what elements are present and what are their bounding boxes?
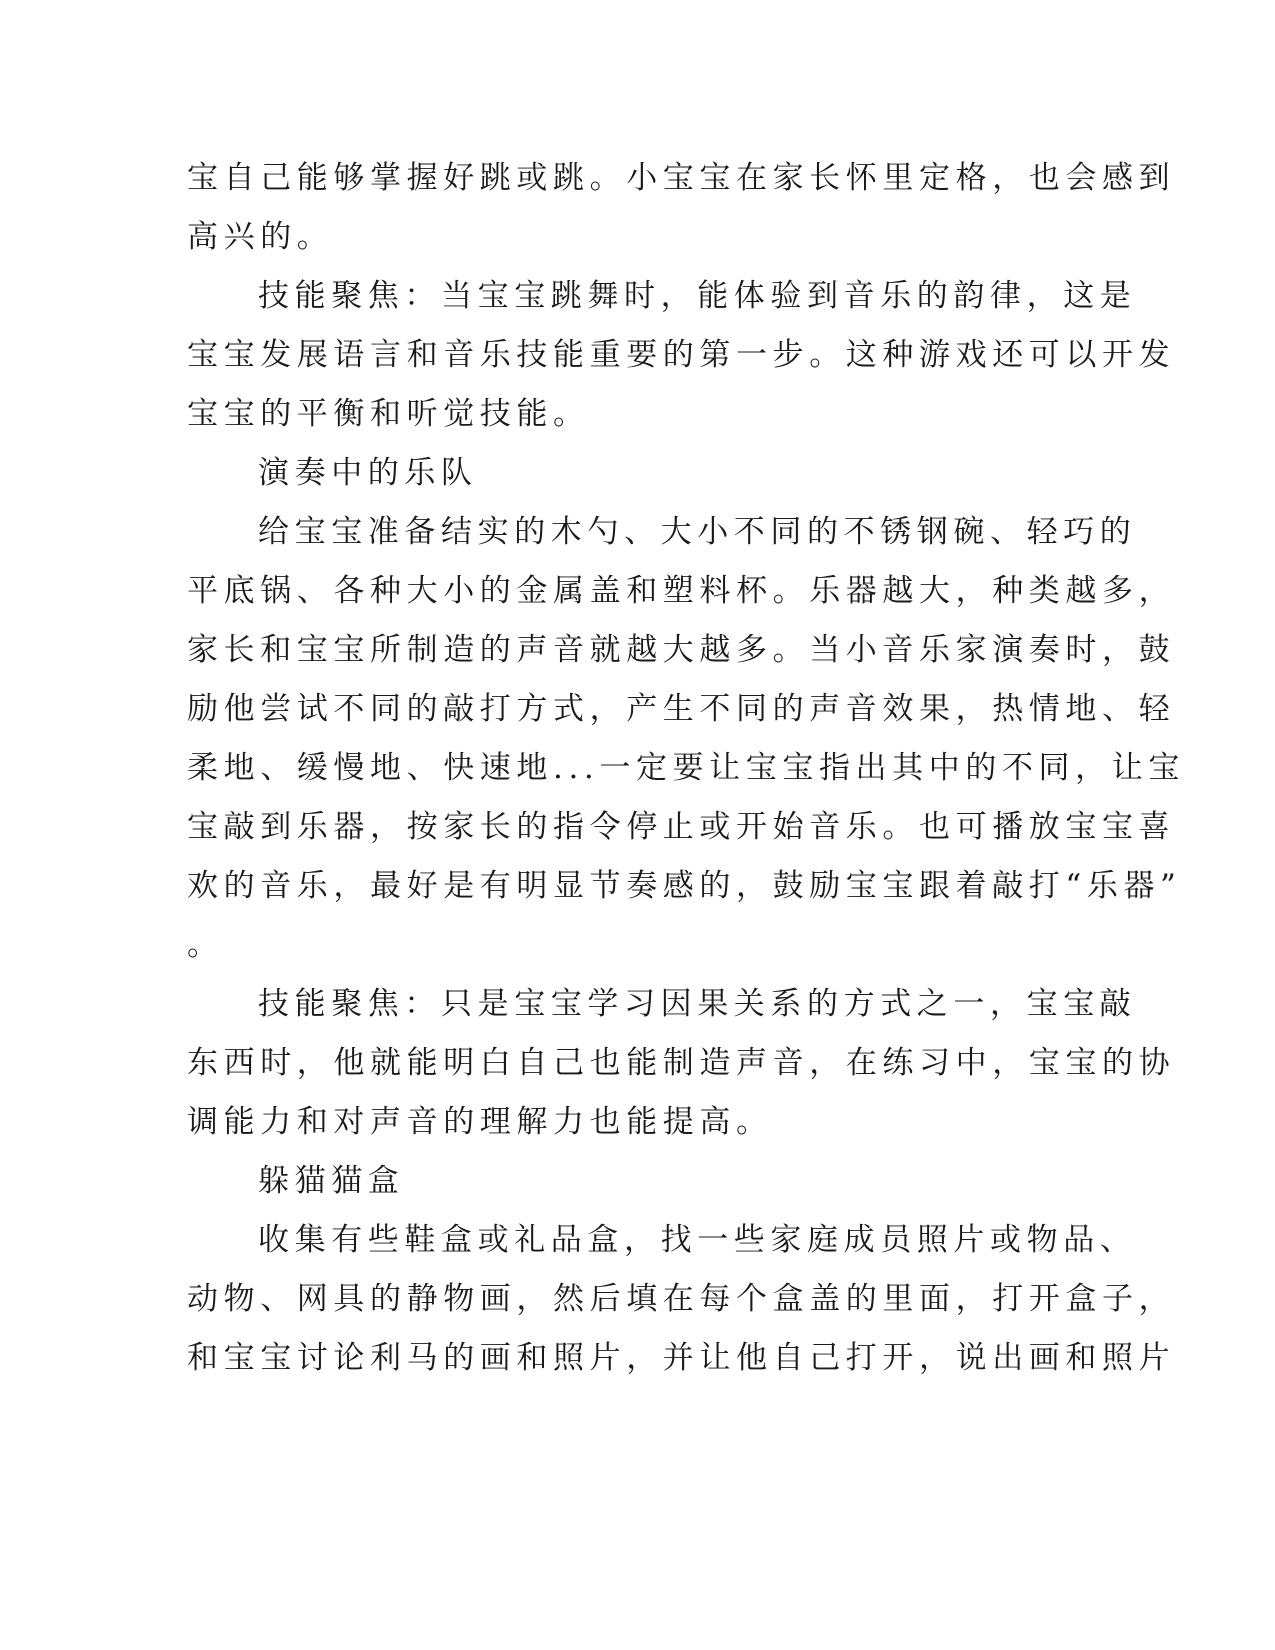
paragraph-line: 给宝宝准备结实的木勺、大小不同的不锈钢碗、轻巧的 xyxy=(258,514,1137,550)
paragraph-line: 收集有些鞋盒或礼品盒，找一些家庭成员照片或物品、 xyxy=(258,1222,1137,1258)
paragraph-line: 欢的音乐，最好是有明显节奏感的，鼓励宝宝跟着敲打“乐器” xyxy=(187,868,1182,904)
paragraph-line: 宝自己能够掌握好跳或跳。小宝宝在家长怀里定格，也会感到 xyxy=(187,160,1176,196)
paragraph-line: 东西时，他就能明白自己也能制造声音，在练习中，宝宝的协 xyxy=(187,1045,1176,1081)
paragraph-line: 励他尝试不同的敲打方式，产生不同的声音效果，热情地、轻 xyxy=(187,691,1176,727)
paragraph-line: 平底锅、各种大小的金属盖和塑料杯。乐器越大，种类越多， xyxy=(187,573,1176,609)
paragraph-line: 宝敲到乐器，按家长的指令停止或开始音乐。也可播放宝宝喜 xyxy=(187,809,1176,845)
paragraph-line: 技能聚焦：当宝宝跳舞时，能体验到音乐的韵律，这是 xyxy=(258,278,1137,314)
paragraph-line: 家长和宝宝所制造的声音就越大越多。当小音乐家演奏时，鼓 xyxy=(187,632,1176,668)
paragraph-line: 调能力和对声音的理解力也能提高。 xyxy=(187,1104,773,1140)
paragraph-line: 宝宝的平衡和听觉技能。 xyxy=(187,396,590,432)
paragraph-line: 动物、网具的静物画，然后填在每个盒盖的里面，打开盒子， xyxy=(187,1281,1176,1317)
paragraph-line: 。 xyxy=(187,927,224,963)
section-heading: 躲猫猫盒 xyxy=(258,1163,405,1199)
paragraph-line: 宝宝发展语言和音乐技能重要的第一步。这种游戏还可以开发 xyxy=(187,337,1176,373)
paragraph-line: 高兴的。 xyxy=(187,219,334,255)
paragraph-line: 柔地、缓慢地、快速地...一定要让宝宝指出其中的不同，让宝 xyxy=(187,750,1185,786)
section-heading: 演奏中的乐队 xyxy=(258,455,478,491)
paragraph-line: 技能聚焦：只是宝宝学习因果关系的方式之一，宝宝敲 xyxy=(258,986,1137,1022)
paragraph-line: 和宝宝讨论利马的画和照片，并让他自己打开，说出画和照片 xyxy=(187,1340,1176,1376)
